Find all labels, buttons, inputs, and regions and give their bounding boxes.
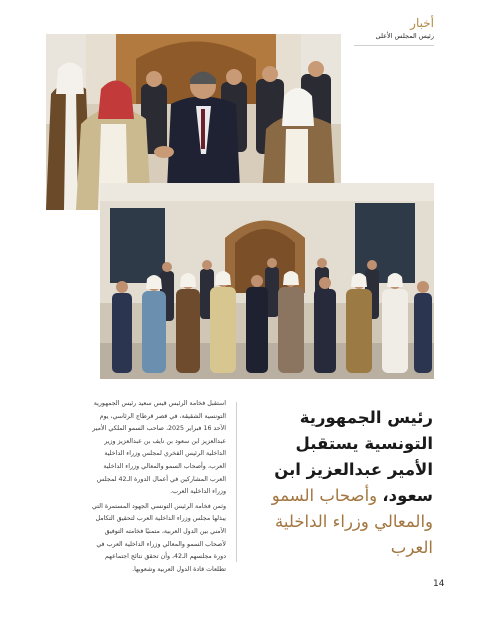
article-headline	[253, 405, 433, 561]
article-body	[92, 398, 226, 578]
column-divider	[236, 402, 237, 562]
body-paragraph: وثمن فخامة الرئيس التونسي الجهود المستمرة التي يبذلها مجلس وزراء الداخلية العرب لتحقيق التكامل الأمني بين الدول العربية، متمنيًا فخامته التوفيق لأصحاب السمو والمعالي وزراء الداخلية العرب في دورة مجلسهم الـ42، وأن تحقق نتائج اجتماعهم تطلعات قادة الدول العربية وشعوبها.	[92, 502, 226, 573]
header-divider	[354, 45, 434, 46]
group-photo	[100, 183, 434, 379]
section-subtitle: رئيس المجلس الأعلى	[375, 32, 434, 40]
section-title: أخبار	[410, 16, 434, 30]
body-paragraph: استقبل فخامة الرئيس قيس سعيد رئيس الجمهورية التونسية الشقيقة، في قصر قرطاج الرئاسي، يوم الأحد 16 فبراير 2025، صاحب السمو الملكي الأمير عبدالعزيز ابن سعود بن نايف بن عبدالعزيز وزير الداخلية الرئيس الفخري لمجلس وزراء الداخلية العرب، وأصحاب السمو والمعالي وزراء الداخلية العرب المشاركين في أعمال الدورة الـ42 لمجلس وزراء الداخلية العرب.	[92, 400, 226, 496]
headline-light: وأصحاب السمو والمعالي وزراء الداخلية العرب	[271, 486, 433, 557]
section-header	[354, 16, 434, 41]
headline-bold: رئيس الجمهورية التونسية يستقبل الأمير عبدالعزيز ابن سعود،	[274, 408, 433, 505]
page-number: 14	[433, 579, 445, 589]
